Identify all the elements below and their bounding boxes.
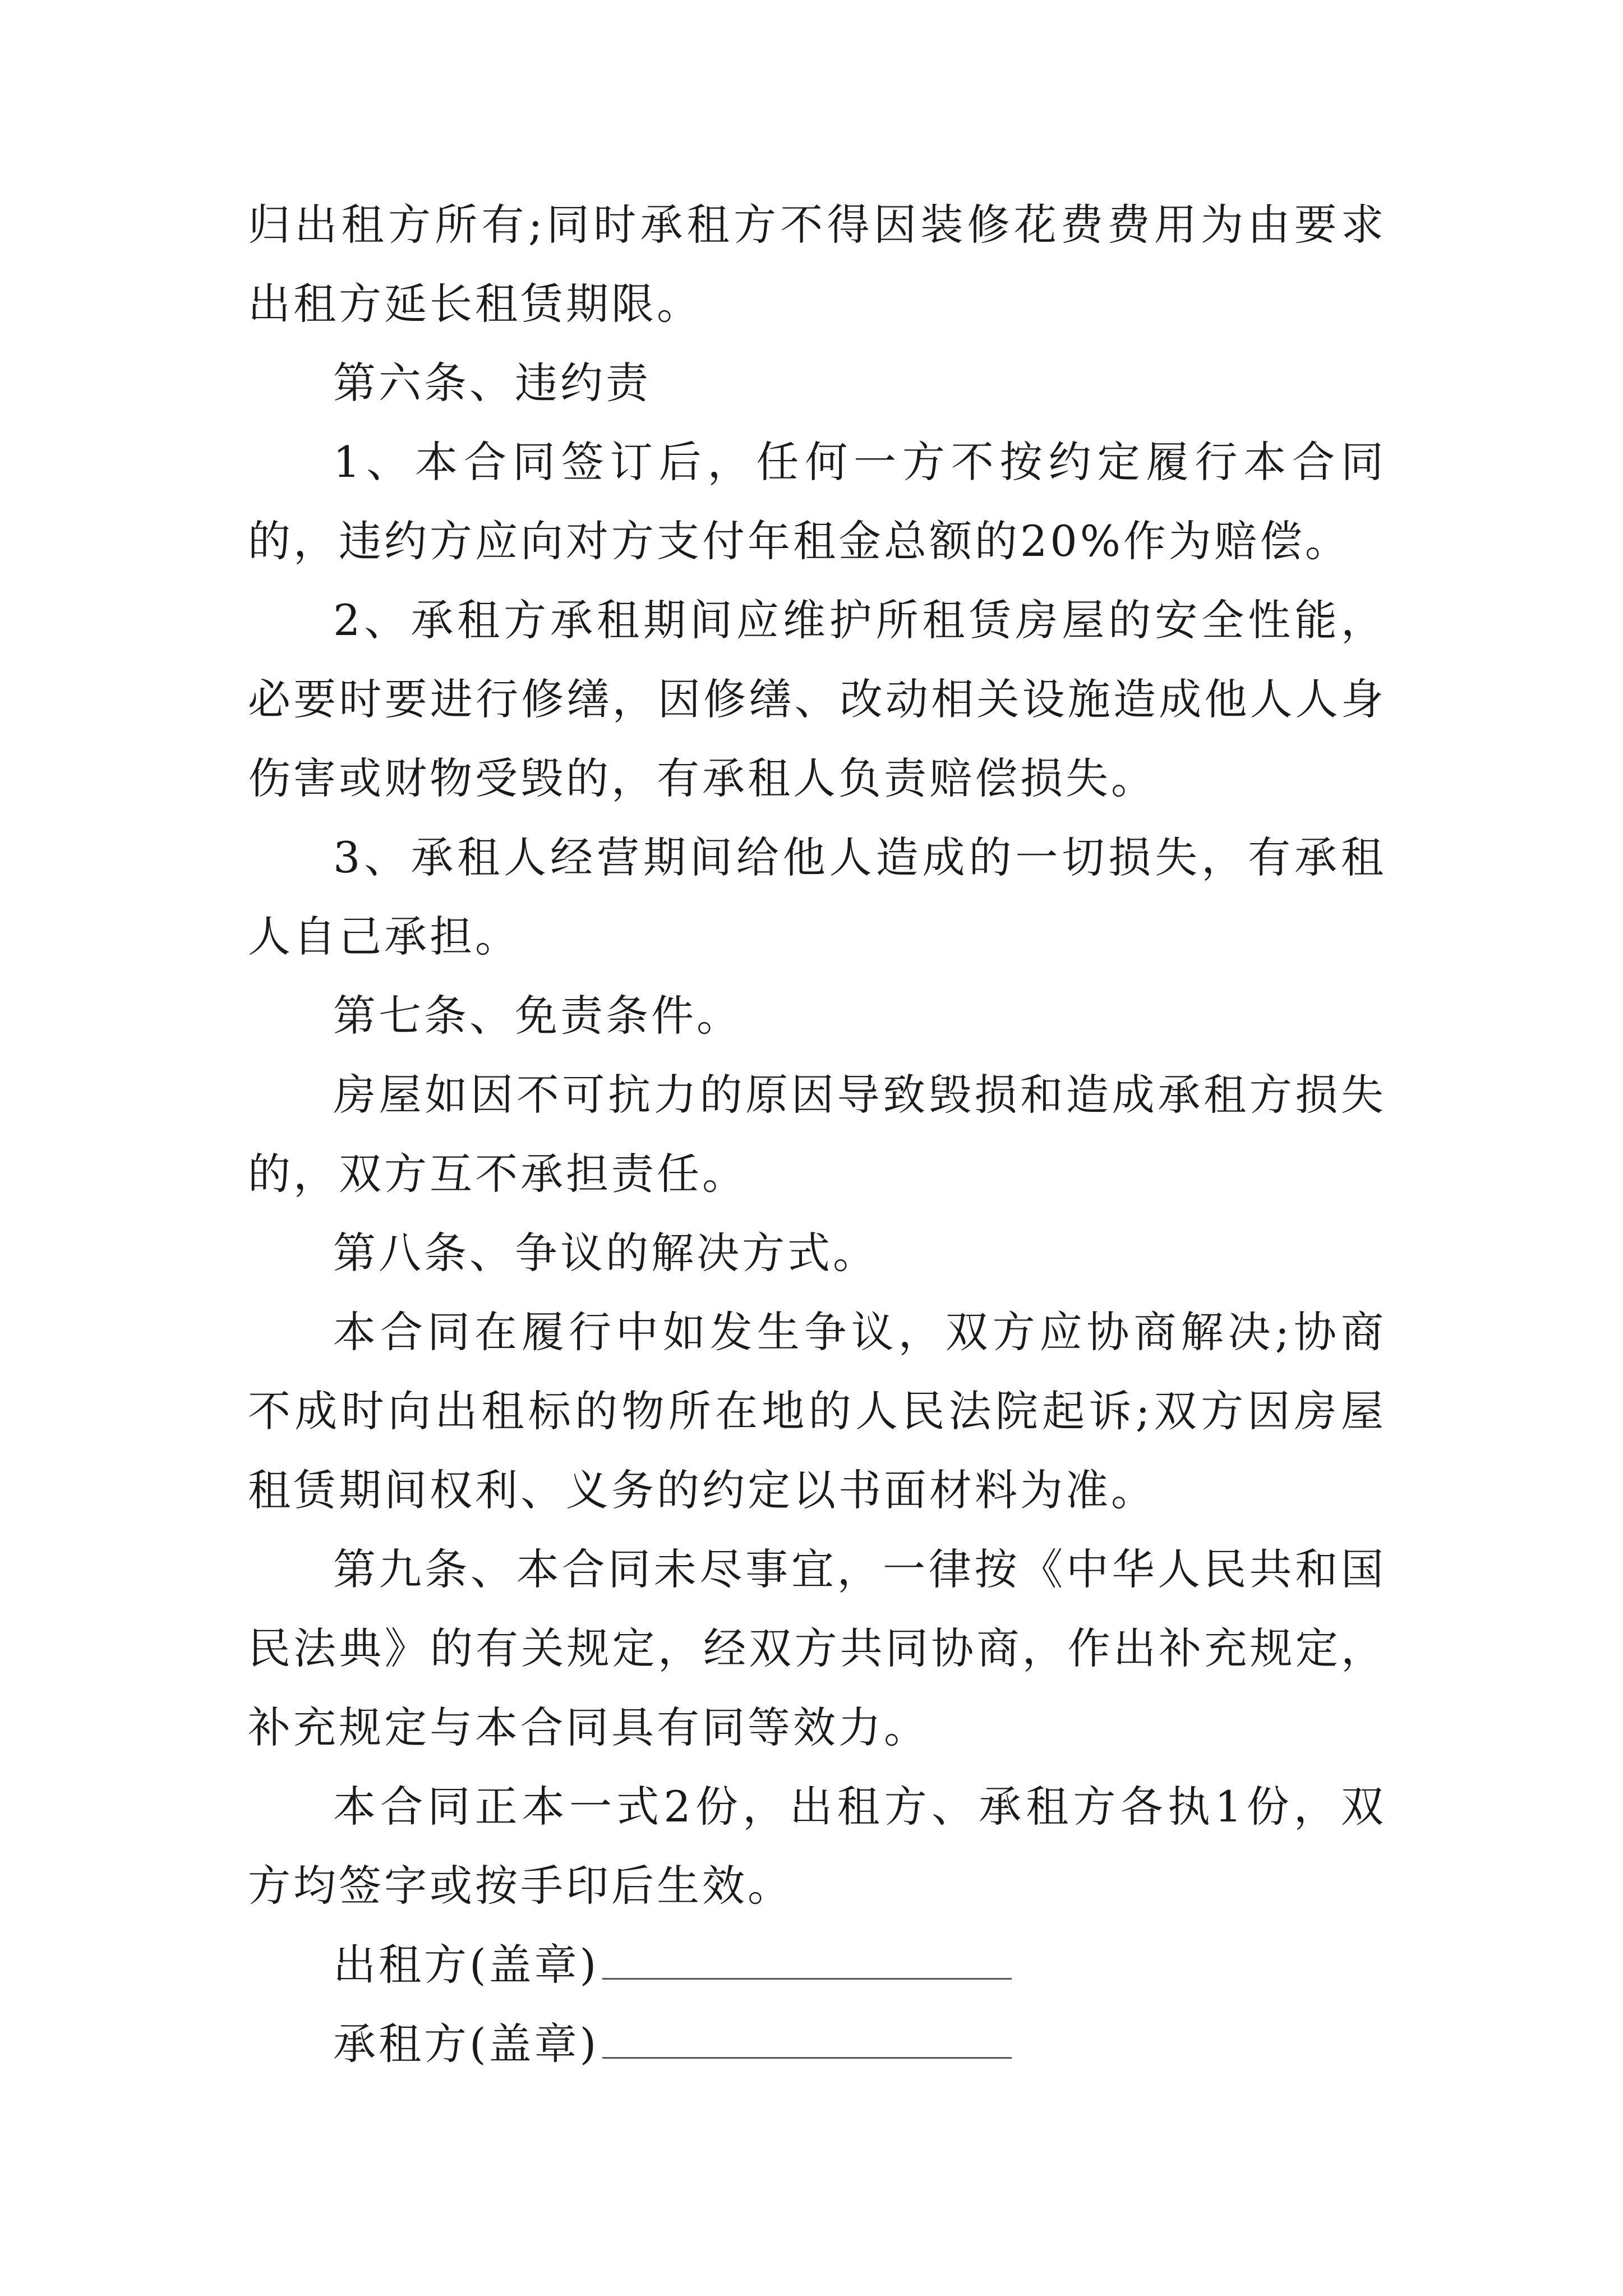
article-9-text: 第九条、本合同未尽事宜，一律按《中华人民共和国民法典》的有关规定，经双方共同协商，作出补充规定，补充规定与本合同具有同等效力。 <box>248 1544 1386 1752</box>
article-8-heading: 第八条、争议的解决方式。 <box>333 1228 878 1278</box>
lessor-signature-blank <box>602 1935 1012 1980</box>
article-8-text: 本合同在履行中如发生争议，双方应协商解决;协商不成时向出租标的物所在地的人民法院起诉;双方因房屋租赁期间权利、义务的约定以书面材料为准。 <box>248 1307 1386 1515</box>
article-6-heading: 第六条、违约责 <box>333 358 651 408</box>
lessee-signature-label: 承租方(盖章) <box>333 2019 600 2069</box>
lessee-signature-blank <box>602 2014 1012 2059</box>
document-body <box>248 185 1386 2083</box>
copies-clause: 本合同正本一式2份，出租方、承租方各执1份，双方均签字或按手印后生效。 <box>248 1782 1386 1911</box>
article-7-heading: 第七条、免责条件。 <box>333 991 742 1041</box>
lessor-signature-label: 出租方(盖章) <box>333 1940 600 1990</box>
article-7-text: 房屋如因不可抗力的原因导致毁损和造成承租方损失的，双方互不承担责任。 <box>248 1070 1386 1199</box>
lessor-signature-line <box>248 1925 1386 2004</box>
lessee-signature-line <box>248 2004 1386 2083</box>
article-6-clause-3: 3、承租人经营期间给他人造成的一切损失，有承租人自己承担。 <box>248 832 1386 961</box>
paragraph-continuation: 归出租方所有;同时承租方不得因装修花费费用为由要求出租方延长租赁期限。 <box>248 200 1386 329</box>
article-6-clause-1: 1、本合同签订后，任何一方不按约定履行本合同的，违约方应向对方支付年租金总额的20%作为赔偿。 <box>248 437 1386 566</box>
article-6-clause-2: 2、承租方承租期间应维护所租赁房屋的安全性能，必要时要进行修缮，因修缮、改动相关设施造成他人人身伤害或财物受毁的，有承租人负责赔偿损失。 <box>248 595 1386 803</box>
